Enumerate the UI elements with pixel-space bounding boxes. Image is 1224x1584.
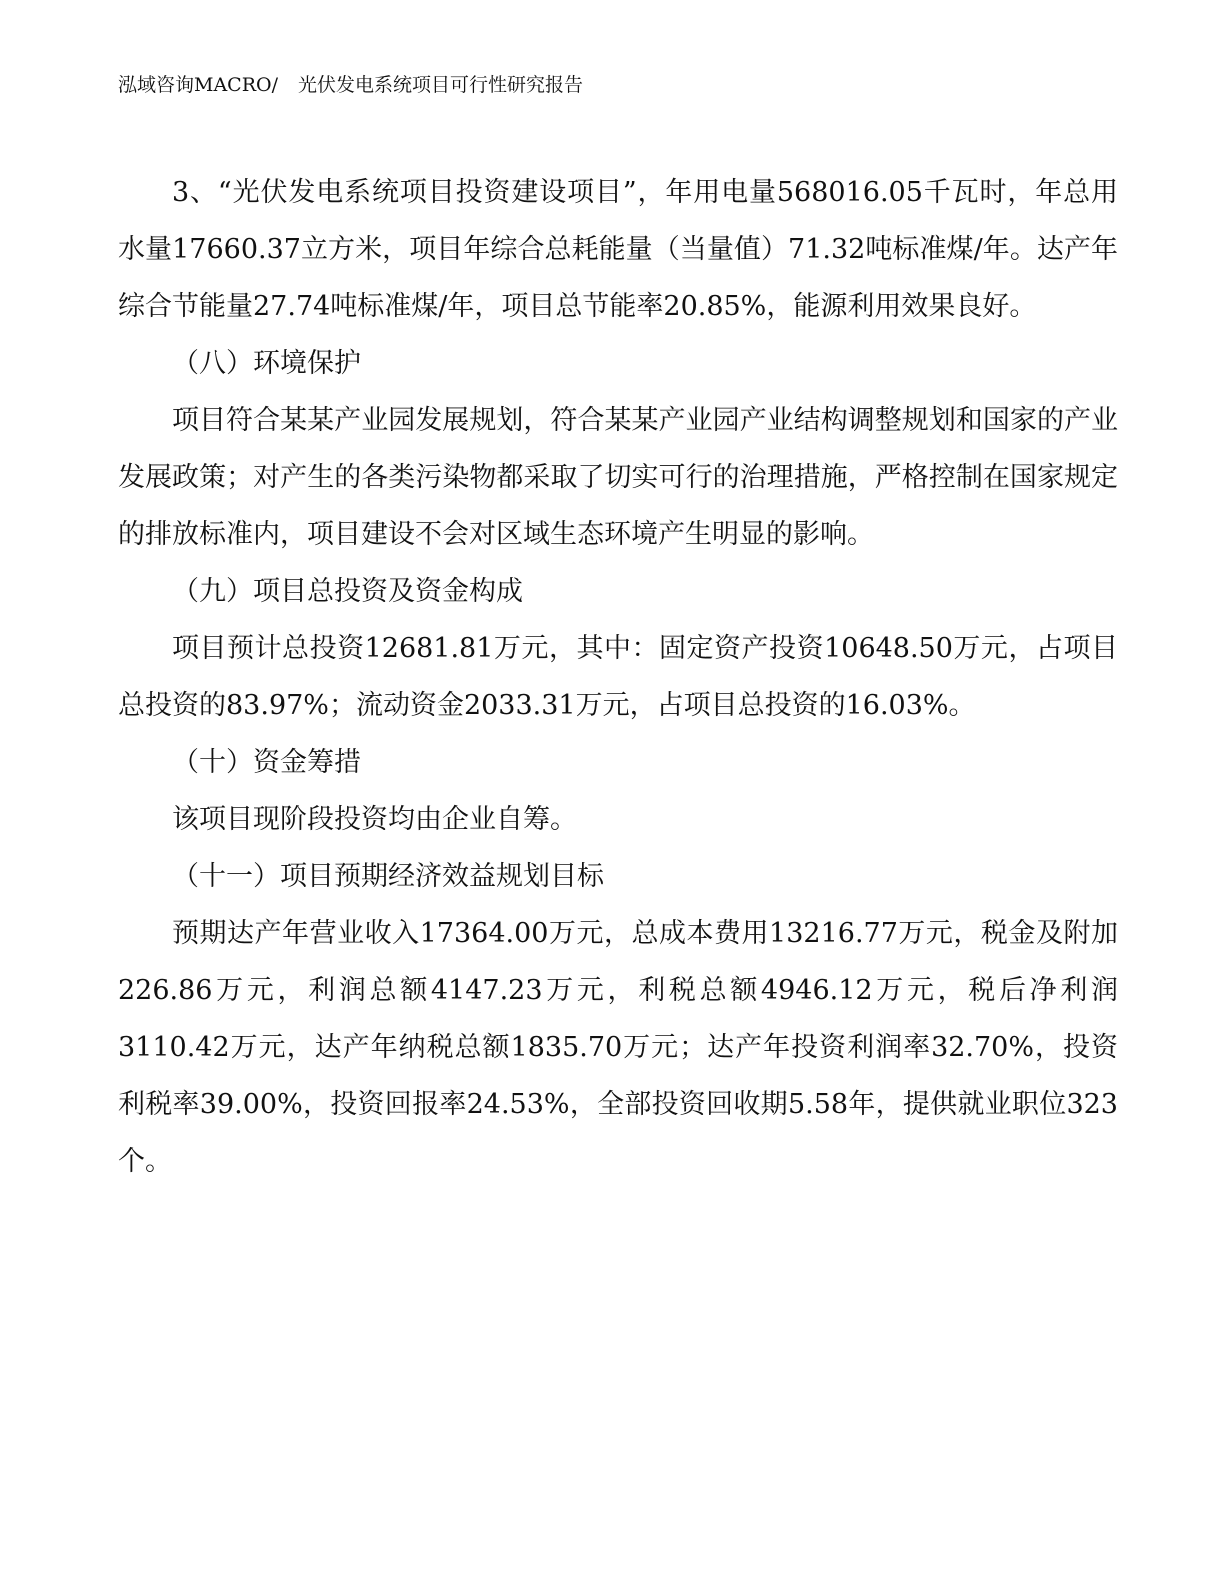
header-report-title: 光伏发电系统项目可行性研究报告 — [298, 74, 584, 96]
funding-paragraph: 该项目现阶段投资均由企业自筹。 — [172, 804, 577, 835]
energy-paragraph: 3、“光伏发电系统项目投资建设项目”，年用电量568016.05千瓦时，年总用水量17660.37立方米，项目年综合总耗能量（当量值）71.32吨标准煤/年。达产年综合节能量27.74吨标准煤/年，项目总节能率20.85%，能源利用效果良好。 — [118, 177, 1118, 322]
document-body — [118, 164, 1118, 1190]
header-company: 泓域咨询MACRO/ — [118, 74, 278, 96]
section-heading-funding: （十）资金筹措 — [172, 747, 361, 778]
section-heading-benefit: （十一）项目预期经济效益规划目标 — [172, 861, 604, 892]
section-heading-environment: （八）环境保护 — [172, 348, 361, 379]
page-header — [118, 72, 583, 98]
section-heading-investment: （九）项目总投资及资金构成 — [172, 576, 523, 607]
benefit-paragraph: 预期达产年营业收入17364.00万元，总成本费用13216.77万元，税金及附加226.86万元，利润总额4147.23万元，利税总额4946.12万元，税后净利润3110.42万元，达产年纳税总额1835.70万元；达产年投资利润率32.70%，投资利税率39.00%，投资回报率24.53%，全部投资回收期5.58年，提供就业职位323个。 — [118, 918, 1118, 1177]
environment-paragraph: 项目符合某某产业园发展规划，符合某某产业园产业结构调整规划和国家的产业发展政策；对产生的各类污染物都采取了切实可行的治理措施，严格控制在国家规定的排放标准内，项目建设不会对区域生态环境产生明显的影响。 — [118, 405, 1118, 550]
investment-paragraph: 项目预计总投资12681.81万元，其中：固定资产投资10648.50万元，占项目总投资的83.97%；流动资金2033.31万元，占项目总投资的16.03%。 — [118, 633, 1118, 721]
